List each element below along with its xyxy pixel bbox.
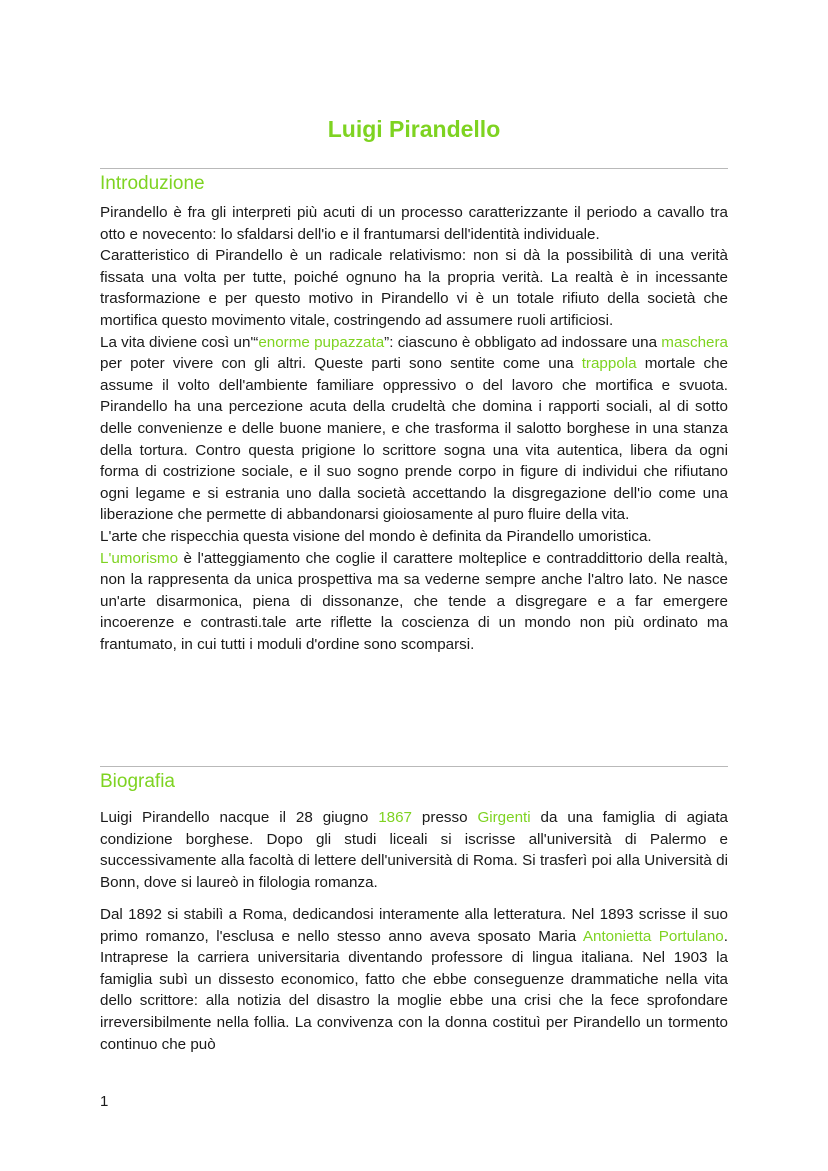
text-run: Luigi Pirandello nacque il 28 giugno bbox=[100, 809, 379, 826]
text-run: Dal 1892 si stabilì a Roma, dedicandosi interamente alla letteratura. Nel 1893 scrisse il suo primo romanzo, l'esclusa e nello stesso anno aveva sposato Maria bbox=[100, 906, 728, 945]
bio-paragraph-2 bbox=[100, 904, 728, 1055]
section-divider-bio bbox=[100, 766, 728, 767]
highlight-trappola: trappola bbox=[581, 355, 637, 373]
bio-paragraph-1 bbox=[100, 807, 728, 893]
text-run: ”: ciascuno è obbligato ad indossare una bbox=[384, 333, 662, 351]
section-divider-intro bbox=[100, 168, 728, 169]
text-run: . Intraprese la carriera universitaria diventando professore di lingua italiana. Nel 1903 la famiglia subì un dissesto economico, fatto che ebbe conseguenze drammatiche nella vita dello scrittore: alla notizia del disastro la moglie ebbe una crisi che la fece sprofondare irreversibilmente nella follia. La convivenza con la donna costituì per Pirandello un tormento continuo che può bbox=[100, 927, 728, 1053]
intro-paragraph-5 bbox=[100, 548, 728, 656]
section-heading-biografia: Biografia bbox=[100, 771, 175, 792]
highlight-umorismo: L'umorismo bbox=[100, 549, 179, 567]
text-run: La vita diviene così un'“ bbox=[100, 333, 259, 351]
text-run: da una famiglia di agiata condizione borghese. Dopo gli studi liceali si iscrisse all'università di Palermo e successivamente alla facoltà di lettere dell'università di Roma. Si trasferì poi alla Università di Bonn, dove si laureò in filologia romanza. bbox=[100, 809, 728, 891]
text-run: presso bbox=[412, 809, 478, 826]
intro-paragraph-1: Pirandello è fra gli interpreti più acuti di un processo caratterizzante il periodo a cavallo tra otto e novecento: lo sfaldarsi dell'io e il frantumarsi dell'identità individuale. bbox=[100, 204, 728, 243]
section-heading-introduzione: Introduzione bbox=[100, 173, 205, 194]
highlight-1867: 1867 bbox=[378, 809, 413, 826]
text-run: è l'atteggiamento che coglie il carattere molteplice e contraddittorio della realtà, non la rappresenta da unica prospettiva ma sa vederne sempre anche l'altro lato. Ne nasce un'arte disarmonica, piena di dissonanze, che tende a disgregare e a far emergere incoerenze e contrasti.tale arte riflette la coscienza di un mondo non più ordinato ma frantumato, in cui tutti i moduli d'ordine sono scomparsi. bbox=[100, 549, 728, 653]
intro-paragraph-4: L'arte che rispecchia questa visione del mondo è definita da Pirandello umoristica. bbox=[100, 527, 652, 545]
intro-paragraph-3 bbox=[100, 332, 728, 526]
page-title: Luigi Pirandello bbox=[327, 116, 501, 142]
page-number: 1 bbox=[100, 1093, 109, 1110]
highlight-antonietta-portulano: Antonietta Portulano bbox=[582, 927, 724, 945]
highlight-girgenti: Girgenti bbox=[477, 809, 531, 826]
intro-text bbox=[100, 202, 728, 655]
highlight-enorme-pupazzata: enorme pupazzata bbox=[258, 333, 385, 351]
intro-paragraph-2: Caratteristico di Pirandello è un radicale relativismo: non si dà la possibilità di una verità fissata una volta per tutte, poiché ognuno ha la propria verità. La realtà è in incessante trasformazione e per questo motivo in Pirandello vi è un totale rifiuto della società che mortifica questo movimento vitale, costringendo ad assumere ruoli artificiosi. bbox=[100, 247, 728, 329]
highlight-maschera: maschera bbox=[661, 333, 728, 351]
text-run: mortale che assume il volto dell'ambiente familiare oppressivo o del lavoro che mortifica e svuota. Pirandello ha una percezione acuta della crudeltà che domina i rapporti sociali, al di sotto delle convenienze e delle buone maniere, e che trasforma il salotto borghese in una stanza della tortura. Contro questa prigione lo scrittore sogna una vita autentica, libera da ogni forma di costrizione sociale, e il suo sogno prende corpo in figure di individui che rifiutano ogni legame e si estrania uno dalla società accettando la disgregazione dell'io come una liberazione che permette di abbandonarsi gioiosamente al puro fluire della vita. bbox=[100, 355, 728, 524]
text-run: per poter vivere con gli altri. Queste parti sono sentite come una bbox=[100, 355, 582, 373]
